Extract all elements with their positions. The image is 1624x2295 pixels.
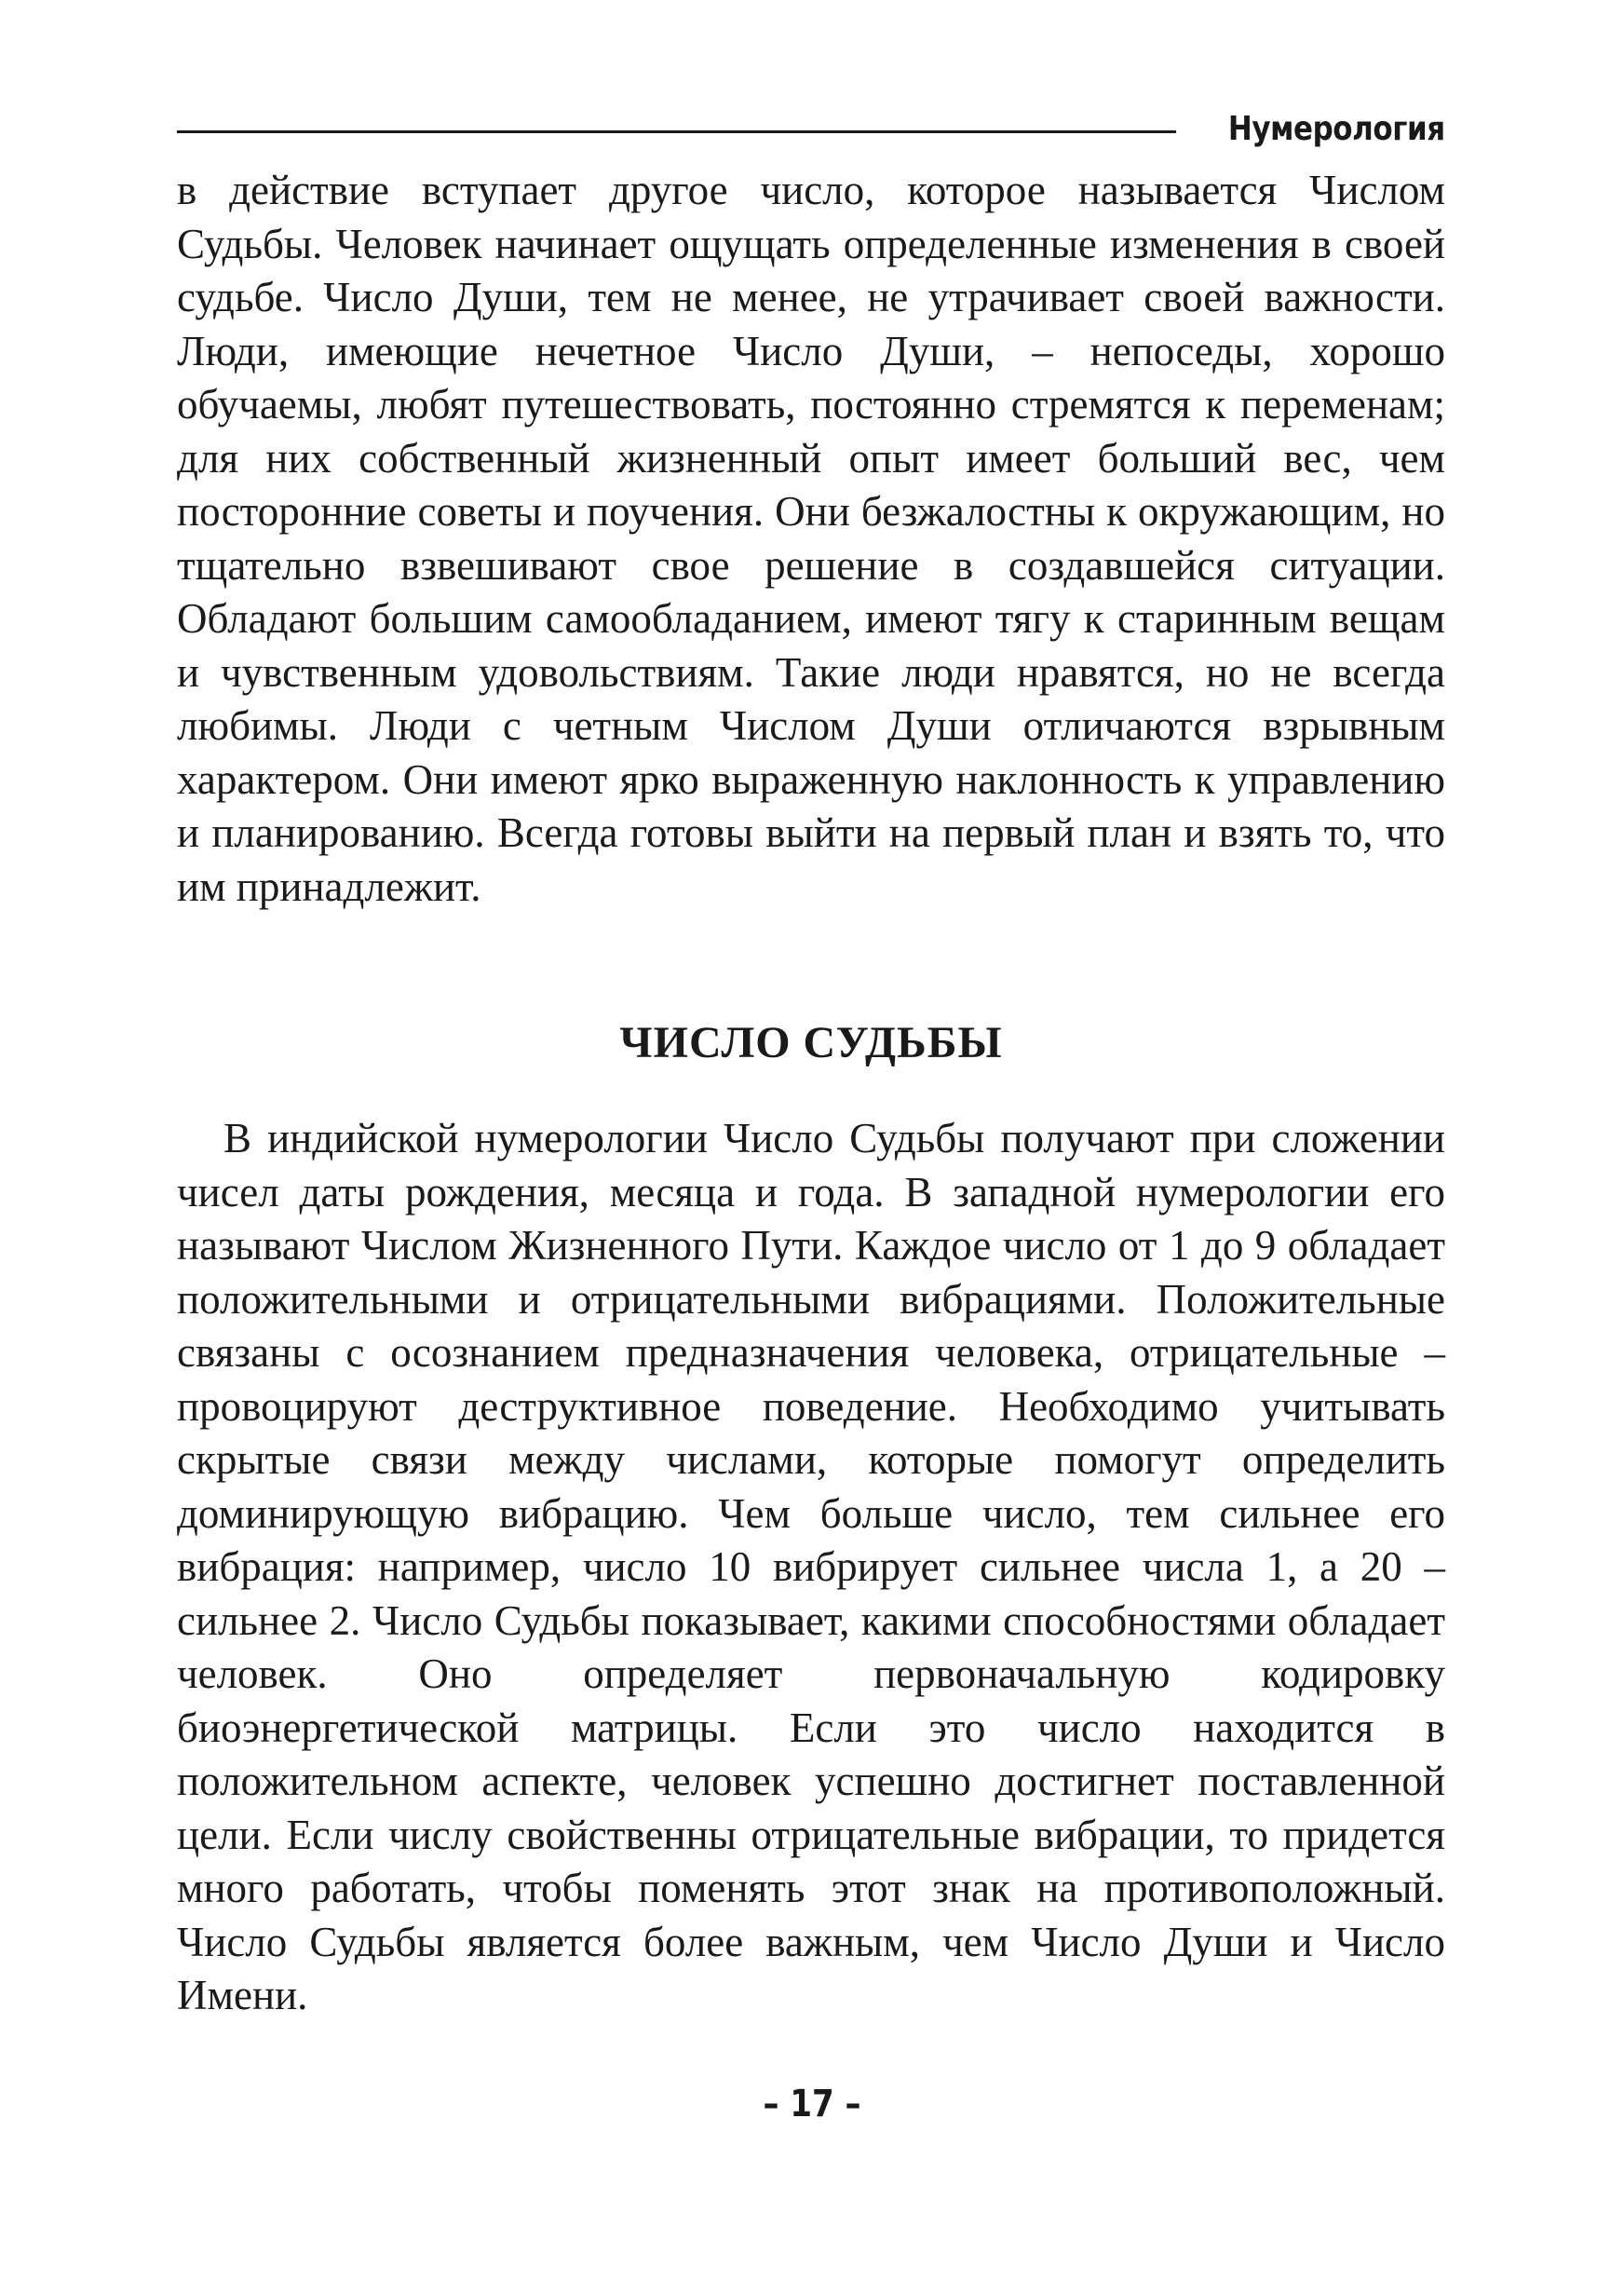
paragraph-continuation: в действие вступает другое число, которое называется Числом Судьбы. Человек начинает ощущать определенные изменения в своей судьбе. Число Души, тем не менее, не утрачивает своей важности. Люди, имеющие нечетное Число Души, – непоседы, хорошо обучаемы, любят путешествовать, постоянно стремятся к переменам; для них собственный жизненный опыт имеет больший вес, чем посторонние советы и поучения. Они безжалостны к окружающим, но тщательно взвешивают свое решение в создавшейся ситуации. Обладают большим самообладанием, имеют тягу к старинным вещам и чувственным удовольствиям. Такие люди нравятся, но не всегда любимы. Люди с четным Числом Души отличаются взрывным характером. Они имеют ярко выраженную наклонность к управлению и планированию. Всегда готовы выйти на первый план и взять то, что им принадлежит.: [177, 167, 1445, 910]
paragraph-destiny-number: В индийской нумерологии Число Судьбы получают при сложении чисел даты рождения, месяца и года. В западной нумерологии его называют Числом Жизненного Пути. Каждое число от 1 до 9 обладает положительными и отрицательными вибрациями. Положительные связаны с осознанием предназначения человека, отрицательные – провоцируют деструктивное поведение. Необходимо учитывать скрытые связи между числами, которые помогут определить доминирующую вибрацию. Чем больше число, тем сильнее его вибрация: например, число 10 вибрирует сильнее числа 1, а 20 – сильнее 2. Число Судьбы показывает, какими способностями обладает человек. Оно определяет первоначальную кодировку биоэнергетической матрицы. Если это число находится в положительном аспекте, человек успешно достигнет поставленной цели. Если числу свойственны отрицательные вибрации, то придется много работать, чтобы поменять этот знак на противоположный. Число Судьбы является более важным, чем Число Души и Число Имени.: [177, 1115, 1445, 2018]
section-heading: ЧИСЛО СУДЬБЫ: [619, 1018, 1003, 1067]
running-header: [177, 101, 1445, 156]
header-rule: [177, 130, 1176, 133]
running-title: Нумерология: [1228, 109, 1445, 148]
page-number: – 17 –: [763, 2083, 861, 2125]
